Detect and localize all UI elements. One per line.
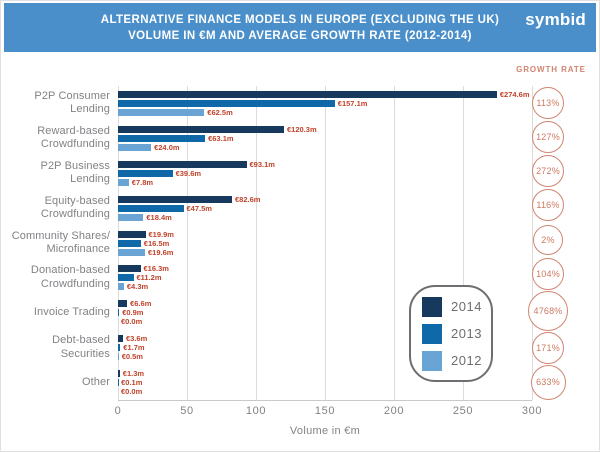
x-axis-tick: 150 xyxy=(314,405,336,417)
bar-value-label: €0.5m xyxy=(121,352,143,362)
x-axis-tick: 250 xyxy=(452,405,474,417)
category-label xyxy=(1,260,110,295)
bar-value-label: €4.3m xyxy=(126,282,149,292)
bar-value-label: €19.9m xyxy=(148,229,174,239)
bar-line xyxy=(118,249,532,256)
legend-item xyxy=(422,324,491,344)
category-label xyxy=(1,191,110,226)
growth-circle-cell xyxy=(522,154,574,188)
bar-value-label: €0.0m xyxy=(121,317,143,327)
category-label xyxy=(1,365,110,400)
bar-2012 xyxy=(118,179,129,186)
category-label xyxy=(1,295,110,330)
bar-2014 xyxy=(118,126,284,133)
bar-value-label: €0.9m xyxy=(122,308,144,318)
bar-group xyxy=(118,191,532,226)
bar-2013 xyxy=(118,205,184,212)
bar-value-label: €7.8m xyxy=(131,177,154,187)
bar-line xyxy=(118,214,532,221)
growth-circle-cell xyxy=(522,188,574,222)
bar-group xyxy=(118,226,532,261)
bar-line xyxy=(118,144,532,151)
category-label-line: Other xyxy=(81,375,110,388)
x-axis-tick: 0 xyxy=(114,405,122,417)
category-label-line: Community Shares/ xyxy=(11,229,110,242)
legend-swatch-2014 xyxy=(422,297,442,317)
bar-2014 xyxy=(118,196,232,203)
bar-value-label: €1.7m xyxy=(123,343,145,353)
bar-2012 xyxy=(118,214,143,221)
growth-rate-circle: 2% xyxy=(533,225,563,255)
bar-line xyxy=(118,170,532,177)
bar-value-label: €6.6m xyxy=(130,299,152,309)
category-label-line: Crowdfunding xyxy=(40,277,110,290)
category-label xyxy=(1,330,110,365)
legend-item xyxy=(422,297,491,317)
bar-line xyxy=(118,161,532,168)
title-line-1: ALTERNATIVE FINANCE MODELS IN EUROPE (EXCLUDING THE UK) xyxy=(100,14,500,26)
bar-2013 xyxy=(118,240,141,247)
category-label-line: Reward-based xyxy=(37,124,110,137)
legend-item xyxy=(422,351,491,371)
bar-2014 xyxy=(118,161,247,168)
bar-line xyxy=(118,109,532,116)
bar-line xyxy=(118,265,532,272)
bar-2013 xyxy=(118,170,173,177)
bar-value-label: €93.1m xyxy=(249,159,275,169)
bar-line xyxy=(118,126,532,133)
bar-line xyxy=(118,100,532,107)
bar-group xyxy=(118,156,532,191)
bar-2014 xyxy=(118,300,127,307)
growth-rate-circle: 633% xyxy=(531,365,566,400)
bar-value-label: €0.0m xyxy=(121,387,143,397)
symbid-logo: symbid xyxy=(525,10,586,29)
x-axis-tick: 50 xyxy=(180,405,194,417)
category-label-line: Securities xyxy=(60,347,110,360)
growth-rate-circle: 171% xyxy=(532,332,564,364)
growth-rate-circle: 113% xyxy=(532,87,564,119)
bar-line xyxy=(118,179,532,186)
growth-circle-cell xyxy=(522,120,574,154)
category-label-line: Crowdfunding xyxy=(40,208,110,221)
header-band xyxy=(4,3,596,52)
bar-group xyxy=(118,121,532,156)
growth-rate-circle: 104% xyxy=(532,258,564,290)
bar-2012 xyxy=(118,109,204,116)
growth-circle-cell xyxy=(522,331,574,365)
bar-value-label: €120.3m xyxy=(287,124,317,134)
legend-label: 2012 xyxy=(451,353,482,368)
bar-value-label: €39.6m xyxy=(175,168,202,178)
growth-rate-header: GROWTH RATE xyxy=(516,65,586,74)
bar-value-label: €62.5m xyxy=(207,107,233,117)
bar-value-label: €16.5m xyxy=(143,238,170,248)
bar-2012 xyxy=(118,283,124,290)
bar-2014 xyxy=(118,231,146,238)
category-label xyxy=(1,86,110,121)
bar-value-label: €19.6m xyxy=(148,247,174,257)
growth-rate-circle: 4768% xyxy=(528,291,568,331)
bar-line xyxy=(118,196,532,203)
bar-2013 xyxy=(118,309,119,316)
category-label-line: P2P Consumer xyxy=(34,89,110,102)
bar-2014 xyxy=(118,91,497,98)
x-axis-tick: 200 xyxy=(383,405,405,417)
bar-line xyxy=(118,274,532,281)
growth-rate-circle: 127% xyxy=(532,121,564,153)
bar-value-label: €24.0m xyxy=(154,142,180,152)
title-line-2: VOLUME IN €M AND AVERAGE GROWTH RATE (2012-2014) xyxy=(128,30,472,42)
legend-swatch-2012 xyxy=(422,351,442,371)
category-label-line: Lending xyxy=(70,103,110,116)
bar-line xyxy=(118,388,532,395)
category-label-line: Donation-based xyxy=(30,264,110,277)
bar-2013 xyxy=(118,274,134,281)
legend-swatch-2013 xyxy=(422,324,442,344)
bar-line xyxy=(118,231,532,238)
bar-value-label: €0.1m xyxy=(121,378,143,388)
x-axis-tick: 300 xyxy=(521,405,543,417)
category-label-line: Invoice Trading xyxy=(33,306,110,319)
category-label-line: P2P Business xyxy=(40,159,110,172)
bar-value-label: €63.1m xyxy=(208,133,234,143)
category-label-line: Crowdfunding xyxy=(40,138,110,151)
growth-rate-circle: 272% xyxy=(532,155,564,187)
bar-value-label: €16.3m xyxy=(143,264,169,274)
category-label xyxy=(1,121,110,156)
bar-value-label: €82.6m xyxy=(235,194,261,204)
growth-circle-cell xyxy=(522,365,574,400)
bar-value-label: €18.4m xyxy=(146,212,172,222)
bar-2012 xyxy=(118,249,145,256)
legend-label: 2014 xyxy=(451,299,482,314)
category-label-line: Equity-based xyxy=(44,194,110,207)
bar-2014 xyxy=(118,265,141,272)
bar-2013 xyxy=(118,344,120,351)
bar-line xyxy=(118,91,532,98)
growth-rate-circles-column xyxy=(522,86,574,400)
bar-2014 xyxy=(118,335,123,342)
category-label xyxy=(1,156,110,191)
bar-line xyxy=(118,135,532,142)
category-labels-column xyxy=(1,86,110,400)
bar-group xyxy=(118,86,532,121)
bar-value-label: €11.2m xyxy=(136,273,162,283)
bar-2012 xyxy=(118,353,119,360)
bar-value-label: €47.5m xyxy=(186,203,212,213)
bar-value-label: €157.1m xyxy=(337,98,368,108)
bar-2013 xyxy=(118,100,335,107)
category-label-line: Microfinance xyxy=(46,243,110,255)
x-axis-title: Volume in €m xyxy=(289,425,361,437)
category-label-line: Lending xyxy=(70,173,110,186)
growth-circle-cell xyxy=(522,291,574,331)
bar-line xyxy=(118,205,532,212)
bar-value-label: €3.6m xyxy=(126,334,148,344)
bar-2013 xyxy=(118,135,205,142)
growth-circle-cell xyxy=(522,223,574,257)
growth-rate-circle: 116% xyxy=(532,189,564,221)
growth-circle-cell xyxy=(522,257,574,291)
bar-2012 xyxy=(118,144,151,151)
bar-value-label: €1.3m xyxy=(122,369,145,379)
legend xyxy=(409,285,493,382)
bar-value-label: €274.6m xyxy=(499,89,530,99)
bar-2014 xyxy=(118,370,120,377)
legend-label: 2013 xyxy=(451,326,482,341)
category-label xyxy=(1,226,110,261)
bar-line xyxy=(118,240,532,247)
category-label-line: Debt-based xyxy=(52,334,110,347)
x-axis-tick: 100 xyxy=(245,405,267,417)
growth-circle-cell xyxy=(522,86,574,120)
